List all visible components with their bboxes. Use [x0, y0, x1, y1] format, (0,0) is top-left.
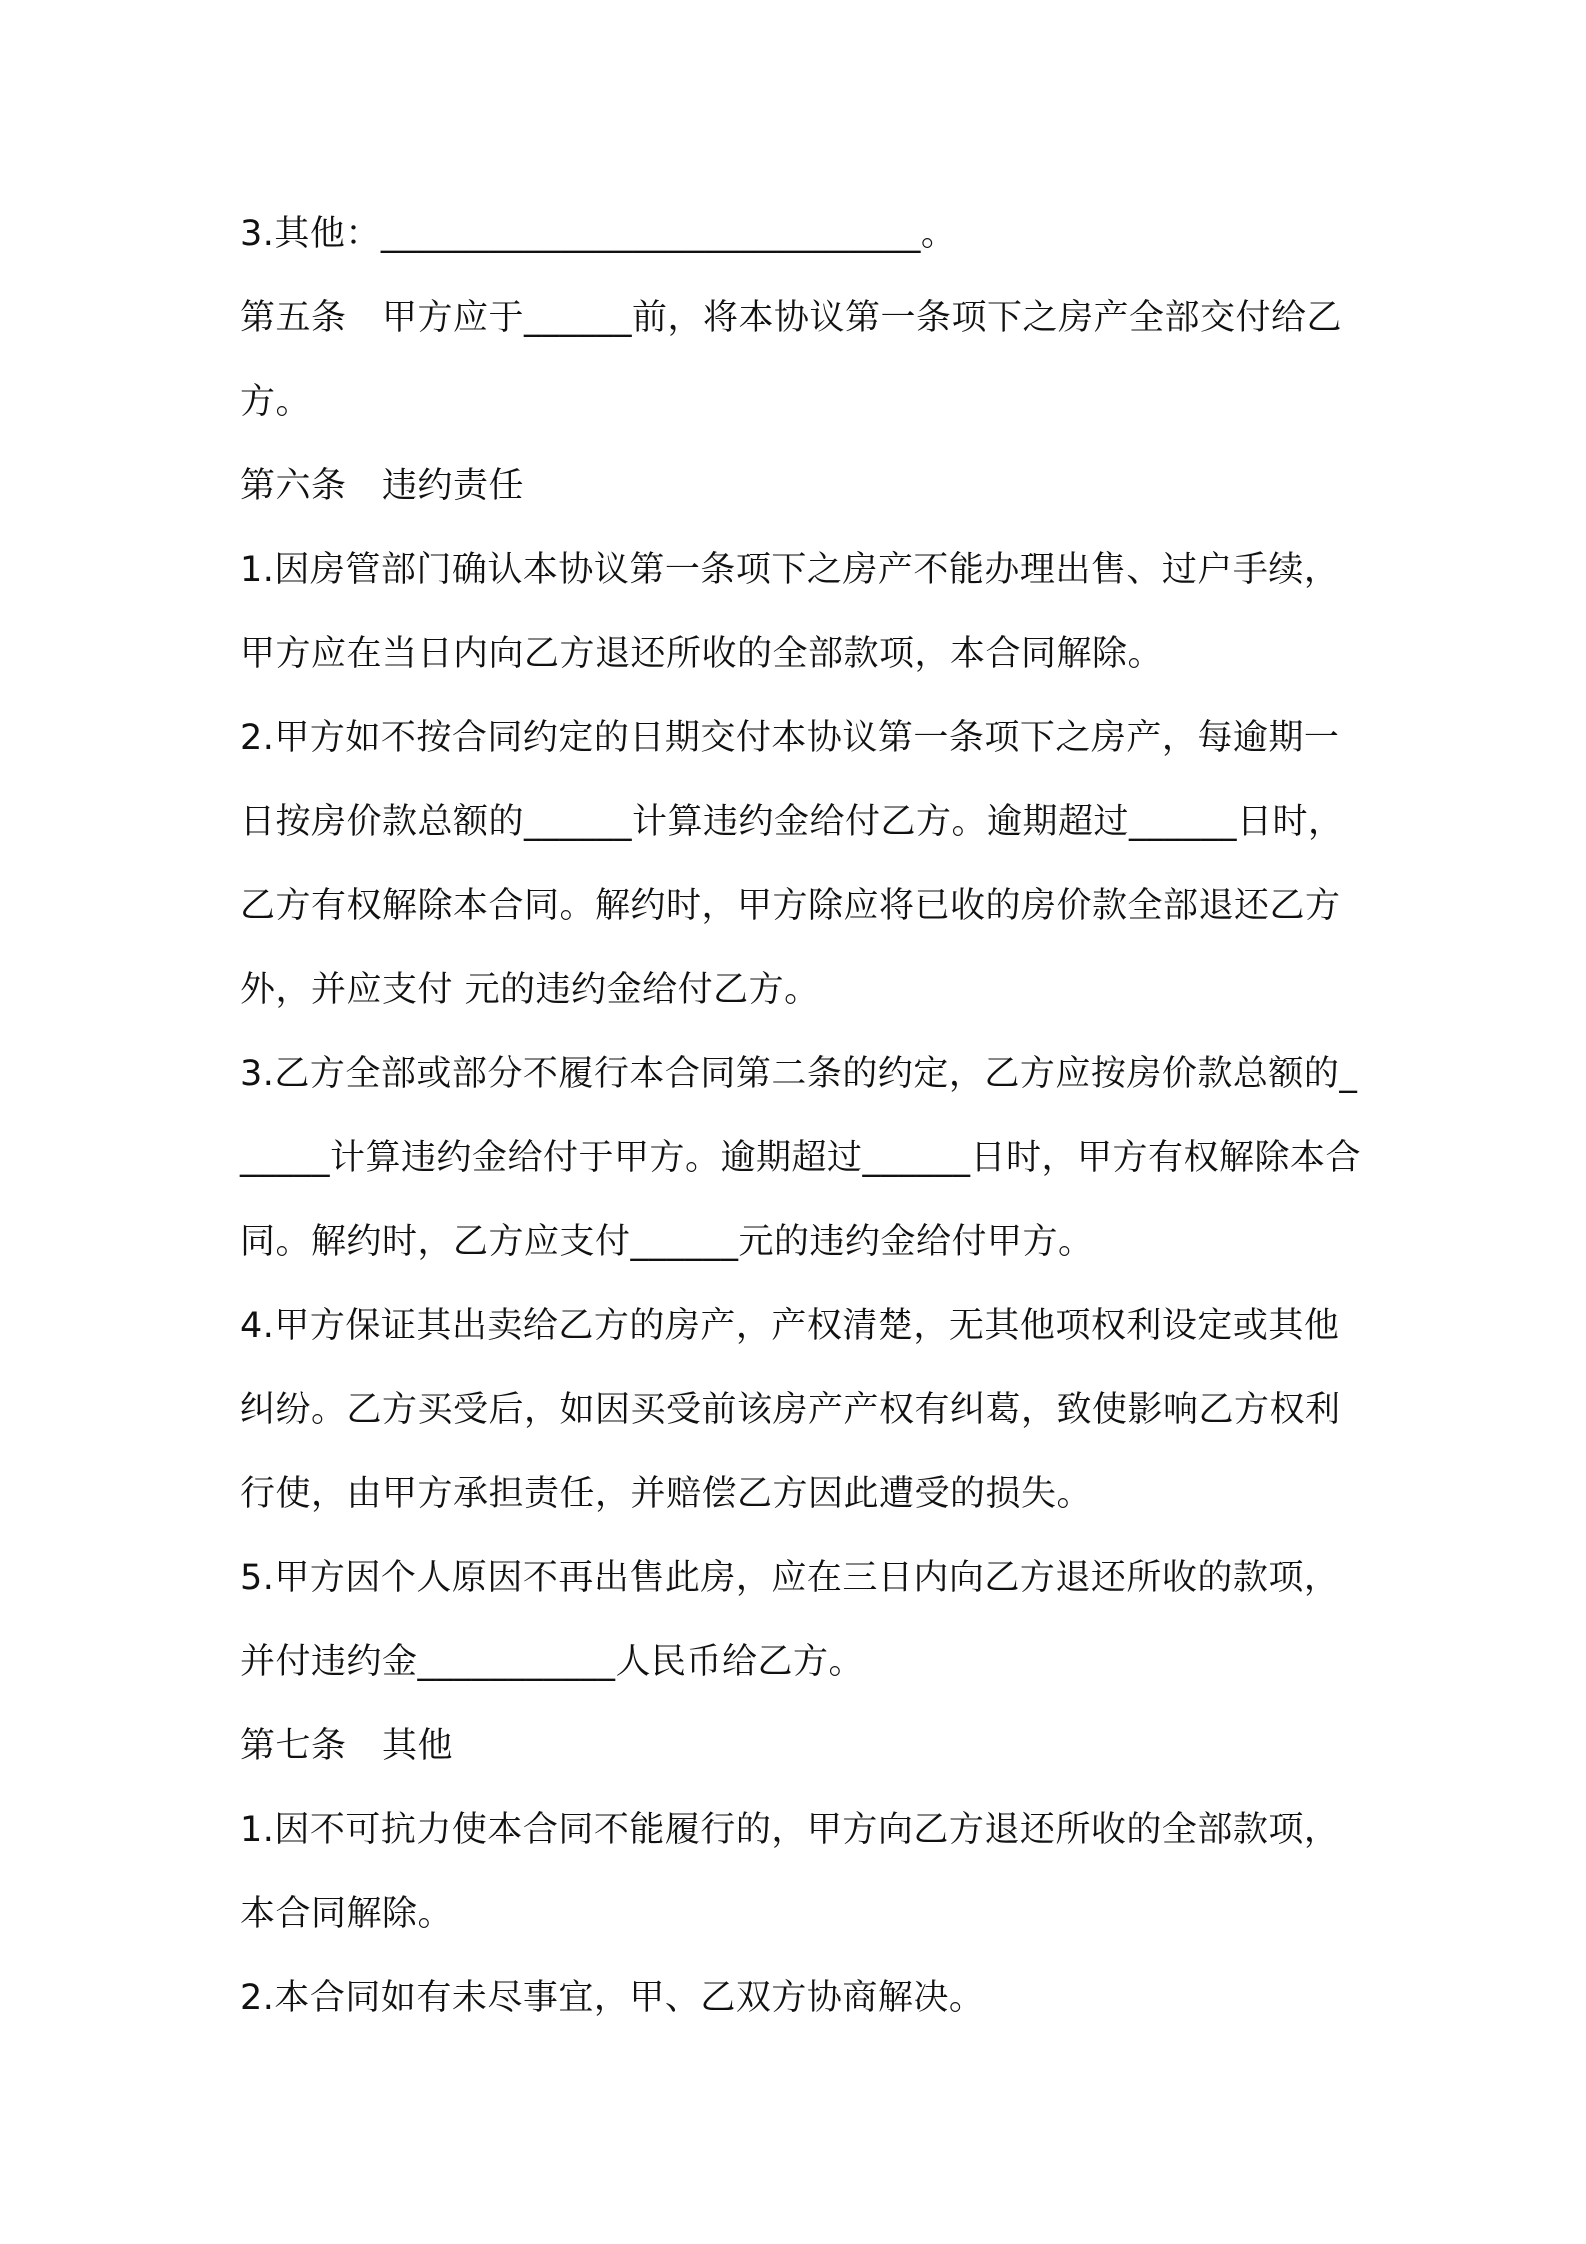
paragraph-article-7-item-1: 1.因不可抗力使本合同不能履行的，甲方向乙方退还所收的全部款项，本合同解除。: [240, 1810, 1340, 1934]
paragraph-article-7-item-2: 2.本合同如有未尽事宜，甲、乙双方协商解决。: [240, 1978, 985, 2018]
paragraph-article-6-item-5: 5.甲方因个人原因不再出售此房，应在三日内向乙方退还所收的款项，并付违约金___________人民币给乙方。: [240, 1558, 1340, 1682]
heading-article-7: 第七条 其他: [240, 1726, 454, 1766]
paragraph-other-clause-3: 3.其他：______________________________。: [240, 214, 957, 254]
paragraph-article-6-item-2: 2.甲方如不按合同约定的日期交付本协议第一条项下之房产，每逾期一日按房价款总额的______计算违约金给付乙方。逾期超过______日时，乙方有权解除本合同。解约时，甲方除应将已收的房价款全部退还乙方外，并应支付 元的违约金给付乙方。: [240, 718, 1344, 1010]
document-body: [240, 192, 1365, 2040]
paragraph-article-6-item-4: 4.甲方保证其出卖给乙方的房产，产权清楚，无其他项权利设定或其他纠纷。乙方买受后，如因买受前该房产产权有纠葛，致使影响乙方权利行使，由甲方承担责任，并赔偿乙方因此遭受的损失。: [240, 1306, 1341, 1514]
paragraph-article-6-item-1: 1.因房管部门确认本协议第一条项下之房产不能办理出售、过户手续，甲方应在当日内向乙方退还所收的全部款项，本合同解除。: [240, 550, 1340, 674]
heading-article-6: 第六条 违约责任: [240, 466, 525, 506]
paragraph-article-5: 第五条 甲方应于______前，将本协议第一条项下之房产全部交付给乙方。: [240, 298, 1343, 422]
paragraph-article-6-item-3: 3.乙方全部或部分不履行本合同第二条的约定，乙方应按房价款总额的______计算违约金给付于甲方。逾期超过______日时，甲方有权解除本合同。解约时，乙方应支付______元的违约金给付甲方。: [240, 1054, 1362, 1262]
